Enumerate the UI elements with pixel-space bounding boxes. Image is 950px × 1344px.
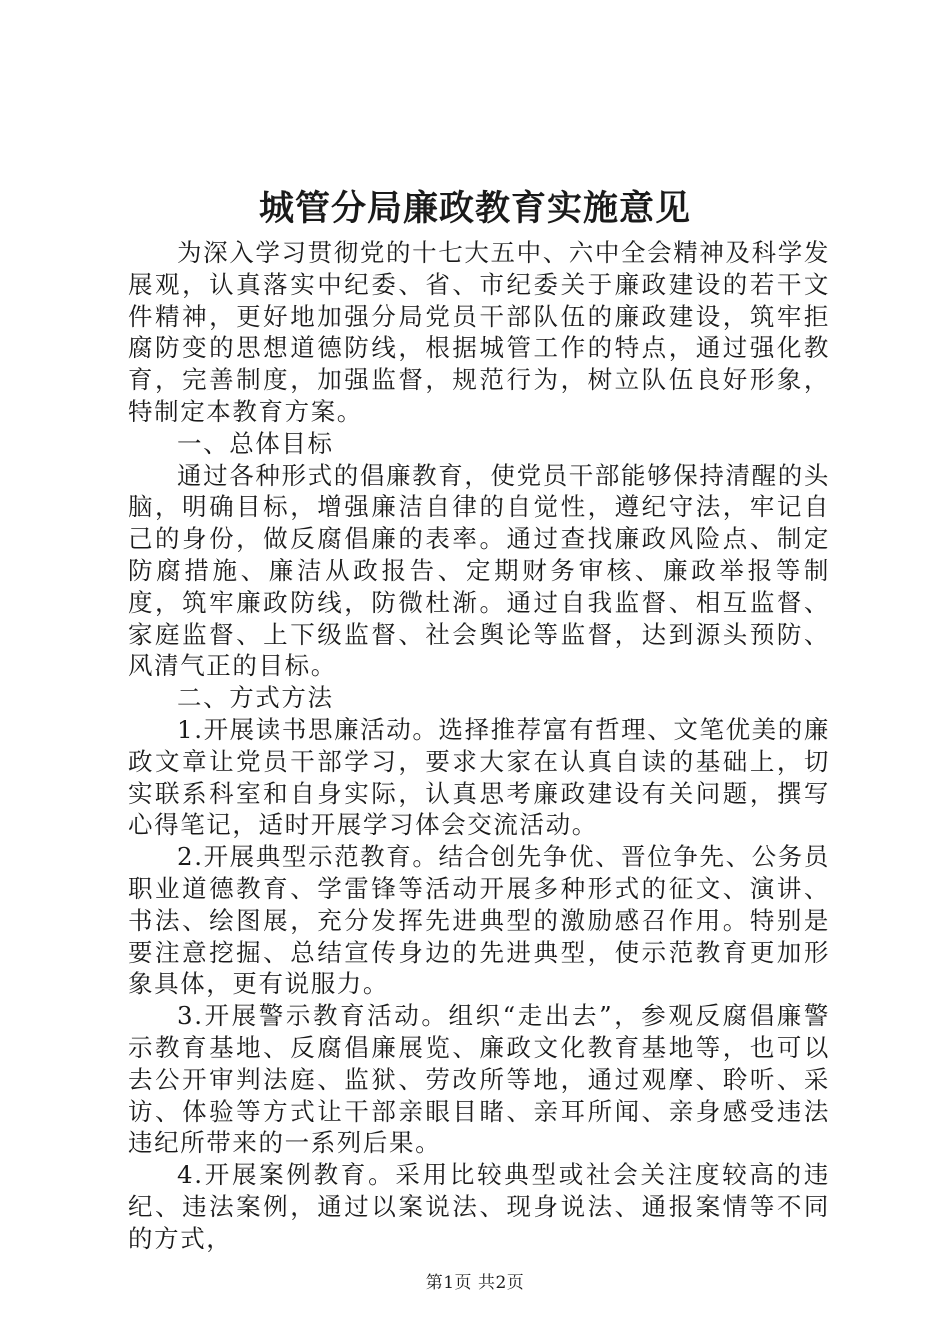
paragraph-method-3: 3.开展警示教育活动。组织“走出去”，参观反腐倡廉警示教育基地、反腐倡廉展览、廉政文化教育基地等，也可以去公开审判法庭、监狱、劳改所等地，通过观摩、聆听、采访、体验等方式让干部亲眼目睹、亲耳所闻、亲身感受违法违纪所带来的一系列后果。 — [128, 1001, 830, 1158]
paragraph-method-4: 4.开展案例教育。采用比较典型或社会关注度较高的违纪、违法案例，通过以案说法、现身说法、通报案情等不同的方式， — [128, 1160, 830, 1253]
document-title: 城管分局廉政教育实施意见 — [258, 188, 691, 229]
paragraph-method-2: 2.开展典型示范教育。结合创先争优、晋位争先、公务员职业道德教育、学雷锋等活动开展多种形式的征文、演讲、书法、绘图展，充分发挥先进典型的激励感召作用。特别是要注意挖掘、总结宣传身边的先进典型，使示范教育更加形象具体，更有说服力。 — [128, 842, 830, 999]
page-number-footer: 第1页 共2页 — [425, 1273, 525, 1293]
section-heading-general-goal: 一、总体目标 — [177, 428, 334, 458]
paragraph-method-1: 1.开展读书思廉活动。选择推荐富有哲理、文笔优美的廉政文章让党员干部学习，要求大家在认真自读的基础上，切实联系科室和自身实际，认真思考廉政建设有关问题，撰写心得笔记，适时开展学习体会交流活动。 — [128, 714, 830, 840]
paragraph-intro: 为深入学习贯彻党的十七大五中、六中全会精神及科学发展观，认真落实中纪委、省、市纪委关于廉政建设的若干文件精神，更好地加强分局党员干部队伍的廉政建设，筑牢拒腐防变的思想道德防线，根据城管工作的特点，通过强化教育，完善制度，加强监督，规范行为，树立队伍良好形象，特制定本教育方案。 — [128, 238, 830, 426]
section-heading-methods: 二、方式方法 — [177, 683, 334, 713]
paragraph-general-goal: 通过各种形式的倡廉教育，使党员干部能够保持清醒的头脑，明确目标，增强廉洁自律的自觉性，遵纪守法，牢记自己的身份，做反腐倡廉的表率。通过查找廉政风险点、制定防腐措施、廉洁从政报告、定期财务审核、廉政举报等制度，筑牢廉政防线，防微杜渐。通过自我监督、相互监督、家庭监督、上下级监督、社会舆论等监督，达到源头预防、风清气正的目标。 — [128, 460, 830, 681]
document-body — [128, 237, 830, 1255]
